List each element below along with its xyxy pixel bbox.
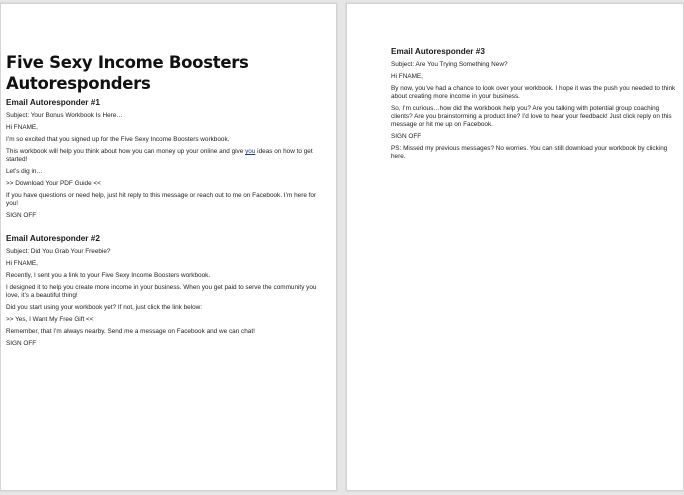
autoresponder-1-greeting: Hi FNAME, [6,124,38,131]
document-page-2 [346,3,684,491]
autoresponder-2-paragraph-3: Did you start using your workbook yet? If not, just click the link below: [6,304,203,311]
underlined-word: you [245,148,256,155]
autoresponder-1-section [6,97,328,220]
title-line-1: Five Sexy Income Boosters [6,53,249,72]
autoresponder-2-heading: Email Autoresponder #2 [6,234,100,243]
document-title [6,52,328,94]
title-line-2: Autoresponders [6,74,151,93]
autoresponder-1-paragraph-2-start: This workbook will help you think about how you can money up your online and give [6,148,246,155]
autoresponder-1-paragraph-3: Let’s dig in… [6,168,43,175]
autoresponder-2-paragraph-1: Recently, I sent you a link to your Five Sexy Income Boosters workbook. [6,272,211,279]
autoresponder-3-greeting: Hi FNAME, [391,73,423,80]
autoresponder-3-signoff: SIGN OFF [391,133,422,140]
section-spacer [6,224,328,233]
autoresponder-3-heading: Email Autoresponder #3 [391,47,485,56]
autoresponder-3-subject: Subject: Are You Trying Something New? [391,61,508,68]
autoresponder-1-heading: Email Autoresponder #1 [6,98,100,107]
autoresponder-1-paragraph-2 [6,148,328,164]
download-pdf-link-text: >> Download Your PDF Guide << [6,180,101,187]
autoresponder-1-subject: Subject: Your Bonus Workbook Is Here… [6,112,123,119]
autoresponder-2-signoff: SIGN OFF [6,340,37,347]
autoresponder-3-postscript: PS: Missed my previous messages? No worries. You can still download your workbook by clicking here. [391,145,668,160]
autoresponder-2-greeting: Hi FNAME, [6,260,38,267]
free-gift-link-text: >> Yes, I Want My Free Gift << [6,316,94,323]
autoresponder-2-section [6,233,328,348]
autoresponder-2-paragraph-5: Remember, that I’m always nearby. Send me a message on Facebook and we can chat! [6,328,255,335]
autoresponder-1-paragraph-1: I’m so excited that you signed up for the Five Sexy Income Boosters workbook. [6,136,230,143]
autoresponder-3-paragraph-2: So, I’m curious…how did the workbook help you? Are you talking with potential group coaching clients? Are you brainstorming a product line? I’d love to hear your feedback! Just click reply on this message or hit me up on Facebook. [391,105,672,128]
autoresponder-2-subject: Subject: Did You Grab Your Freebie? [6,248,111,255]
autoresponder-3-section [391,46,677,161]
autoresponder-2-paragraph-2: I designed it to help you create more income in your business. When you get paid to serve the community you love, it’s a beautiful thing! [6,284,317,299]
autoresponder-1-paragraph-2-end: ideas on how to get started! [6,148,313,163]
autoresponder-3-paragraph-1: By now, you’ve had a chance to look over your workbook. I hope it was the push you needed to think about creating more income in your business. [391,85,676,100]
autoresponder-1-paragraph-5: If you have questions or need help, just hit reply to this message or reach out to me on Facebook. I’m here for you! [6,192,317,207]
autoresponder-1-signoff: SIGN OFF [6,212,37,219]
document-page-1 [0,3,337,491]
